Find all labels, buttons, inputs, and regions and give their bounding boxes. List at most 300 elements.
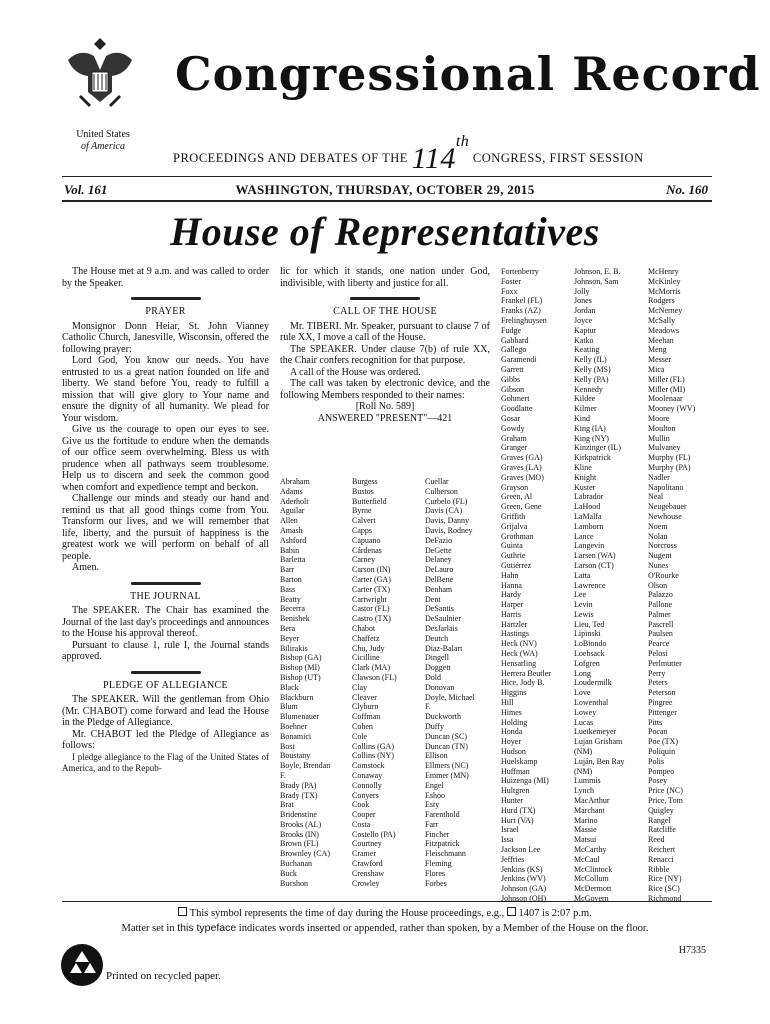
member-name: Richmond xyxy=(648,894,682,903)
member-name: Nunes xyxy=(648,560,669,570)
member-name: Blackburn xyxy=(280,692,314,702)
member-name: Forbes xyxy=(425,878,447,888)
member-name: Fudge xyxy=(501,325,521,335)
member-name: Connolly xyxy=(352,780,382,790)
member-name: Fitzpatrick xyxy=(425,839,460,849)
member-name: Moolenaar xyxy=(648,394,683,404)
member-name: Allen xyxy=(280,516,298,526)
member-name: Clay xyxy=(352,682,368,692)
journal-heading: THE JOURNAL xyxy=(130,590,201,602)
member-name: Mullin xyxy=(648,433,670,443)
member-name: Cartwright xyxy=(352,594,387,604)
member-name: Larson (CT) xyxy=(574,560,614,570)
member-name: Crawford xyxy=(352,859,383,869)
member-name: Engel xyxy=(425,780,444,790)
member-name: Doggett xyxy=(425,663,451,673)
member-name: Marino xyxy=(574,815,598,825)
roll-list-d xyxy=(501,267,551,904)
member-name: Loebsack xyxy=(574,649,605,659)
member-name: Polis xyxy=(648,756,665,766)
time-symbol-icon xyxy=(178,907,187,916)
member-name: Quigley xyxy=(648,805,674,815)
member-name: Lofgren xyxy=(574,658,600,668)
member-name: Lieu, Ted xyxy=(574,619,605,629)
call-paragraph: A call of the House was ordered. xyxy=(290,366,421,378)
member-name: Esty xyxy=(425,800,440,810)
member-name: Peters xyxy=(648,678,668,688)
member-name: Ribble xyxy=(648,864,670,874)
member-name: F. xyxy=(425,702,431,712)
member-name: Huelskamp xyxy=(501,756,538,766)
pledge-paragraph: The SPEAKER. Will the gentleman from Ohio (Mr. CHABOT) come forward and lead the House in the Pledge of Allegiance. xyxy=(62,694,269,728)
member-name: Gowdy xyxy=(501,423,525,433)
member-name: Bishop (MI) xyxy=(280,663,320,673)
member-name: Honda xyxy=(501,727,523,737)
member-name: Murphy (FL) xyxy=(648,453,691,463)
member-name: Kind xyxy=(574,413,590,423)
member-name: Brown (FL) xyxy=(280,839,319,849)
member-name: Rice (NY) xyxy=(648,874,682,884)
prayer-paragraph: Amen. xyxy=(72,562,99,573)
member-name: Davis (CA) xyxy=(425,506,463,516)
member-name: Cooper xyxy=(352,810,376,820)
member-name: Cleaver xyxy=(352,692,377,702)
member-name: Brady (TX) xyxy=(280,790,318,800)
roll-list-b xyxy=(352,477,397,888)
member-name: Rangel xyxy=(648,815,671,825)
member-name: King (NY) xyxy=(574,433,609,443)
member-name: Kline xyxy=(574,462,592,472)
member-name: Duckworth xyxy=(425,712,461,722)
member-name: Joyce xyxy=(574,315,593,325)
member-name: Fleischmann xyxy=(425,849,466,859)
member-name: Babin xyxy=(280,545,300,555)
volume-label: Vol. 161 xyxy=(64,182,108,197)
member-name: Palmer xyxy=(648,609,671,619)
member-name: McHenry xyxy=(648,267,679,276)
member-name: Green, Al xyxy=(501,492,533,502)
member-name: LoBiondo xyxy=(574,639,607,649)
member-name: Goodlatte xyxy=(501,404,533,414)
member-name: Costello (PA) xyxy=(352,829,396,839)
member-name: Kennedy xyxy=(574,384,603,394)
member-name: Blumenauer xyxy=(280,712,320,722)
member-name: Hurd (TX) xyxy=(501,805,536,815)
member-name: Brady (PA) xyxy=(280,780,317,790)
member-name: Fortenberry xyxy=(501,267,539,276)
masthead-title: Congressional Record xyxy=(175,47,761,101)
member-name: Johnson (OH) xyxy=(501,894,547,903)
member-name: Pallone xyxy=(648,600,672,610)
member-name: Bishop (UT) xyxy=(280,672,321,682)
member-name: Gosar xyxy=(501,413,521,423)
member-name: Loudermilk xyxy=(574,678,612,688)
member-name: Butterfield xyxy=(352,496,387,506)
member-name: Kelly (IL) xyxy=(574,355,607,365)
column-2 xyxy=(280,266,490,424)
member-name: Hanna xyxy=(501,580,522,590)
member-name: Bilirakis xyxy=(280,643,308,653)
member-name: Costa xyxy=(352,819,371,829)
member-name: Hudson xyxy=(501,747,526,757)
member-name: Blum xyxy=(280,702,298,712)
member-name: Poe (TX) xyxy=(648,737,678,747)
member-name: Bera xyxy=(280,623,296,633)
member-name: Luetkemeyer xyxy=(574,727,617,737)
member-name: Keating xyxy=(574,345,600,355)
member-name: MacArthur xyxy=(574,796,610,806)
member-name: Amash xyxy=(280,525,303,535)
member-name: Cole xyxy=(352,731,368,741)
member-name: Conyers xyxy=(352,790,379,800)
member-name: Johnson, E. B. xyxy=(574,267,621,276)
member-name: Nadler xyxy=(648,472,670,482)
member-name: Brat xyxy=(280,800,294,810)
member-name: McCarthy xyxy=(574,845,607,855)
member-name: Heck (WA) xyxy=(501,649,538,659)
member-name: Perry xyxy=(648,668,666,678)
member-name: Hice, Jody B. xyxy=(501,678,545,688)
member-name: Price, Tom xyxy=(648,796,683,806)
member-name: Matsui xyxy=(574,835,597,845)
session-intro: The House met at 9 a.m. and was called to order by the Speaker. xyxy=(62,266,269,289)
member-name: Jeffries xyxy=(501,854,525,864)
member-name: DeFazio xyxy=(425,535,453,545)
member-name: Lujan Grisham xyxy=(574,737,623,747)
roll-list-f xyxy=(648,267,695,904)
recycled-paper-note: Printed on recycled paper. xyxy=(106,970,221,982)
member-name: Cramer xyxy=(352,849,376,859)
member-name: Pearce xyxy=(648,639,670,649)
member-name: Renacci xyxy=(648,854,674,864)
member-name: Cuellar xyxy=(425,477,449,486)
roll-list-c xyxy=(425,477,475,888)
member-name: Delaney xyxy=(425,555,452,565)
member-name: Hurt (VA) xyxy=(501,815,534,825)
member-name: Granger xyxy=(501,443,528,453)
prayer-paragraph: Challenge our minds and steady our hand and remind us that all good things come from You. Transform our lives, and we will remember that life, liberty, and the pursuit of happiness is the greatest work we will perform on behalf of all people. xyxy=(62,493,269,562)
member-name: (NM) xyxy=(574,766,593,776)
member-name: Pingree xyxy=(648,698,673,708)
member-name: Lamborn xyxy=(574,521,604,531)
member-name: Pelosi xyxy=(648,649,668,659)
member-name: Comstock xyxy=(352,761,385,771)
member-name: DeSaulnier xyxy=(425,614,461,624)
section-ornament xyxy=(350,297,420,300)
member-name: Hensarling xyxy=(501,658,537,668)
member-name: Hardy xyxy=(501,590,521,600)
member-name: Chu, Judy xyxy=(352,643,385,653)
member-name: Himes xyxy=(501,707,522,717)
pledge-heading: PLEDGE OF ALLEGIANCE xyxy=(103,679,228,691)
roll-number: [Roll No. 589] xyxy=(355,401,415,412)
member-name: Gallego xyxy=(501,345,527,355)
member-name: Paulsen xyxy=(648,629,673,639)
call-paragraph: The call was taken by electronic device, and the following Members responded to their names: xyxy=(280,378,490,401)
member-name: McGovern xyxy=(574,894,609,903)
member-name: Fleming xyxy=(425,859,452,869)
member-name: Eshoo xyxy=(425,790,445,800)
member-name: Latta xyxy=(574,570,591,580)
member-name: Long xyxy=(574,668,591,678)
member-name: Foster xyxy=(501,276,521,286)
member-name: Messer xyxy=(648,355,672,365)
member-name: Langevin xyxy=(574,541,605,551)
member-name: Griffith xyxy=(501,511,526,521)
member-name: Doyle, Michael xyxy=(425,692,475,702)
member-name: Davis, Rodney xyxy=(425,525,473,535)
member-name: Harris xyxy=(501,609,521,619)
member-name: Capps xyxy=(352,525,372,535)
member-name: Bishop (GA) xyxy=(280,653,322,663)
member-name: McCollum xyxy=(574,874,609,884)
member-name: Grijalva xyxy=(501,521,528,531)
prayer-heading: PRAYER xyxy=(145,306,186,317)
member-name: Knight xyxy=(574,472,597,482)
journal-paragraph: The SPEAKER. The Chair has examined the Journal of the last day's proceedings and announces to the House his approval thereof. xyxy=(62,605,269,639)
chamber-title: House of Representatives xyxy=(170,209,600,254)
member-name: Miller (FL) xyxy=(648,374,685,384)
member-name: Pascrell xyxy=(648,619,674,629)
member-name: DeLauro xyxy=(425,565,454,575)
member-name: Frankel (FL) xyxy=(501,296,543,306)
member-name: Kelly (MS) xyxy=(574,364,611,374)
member-name: Mooney (WV) xyxy=(648,404,696,414)
member-name: Abraham xyxy=(280,477,310,486)
member-name: Hahn xyxy=(501,570,519,580)
member-name: Gutiérrez xyxy=(501,560,532,570)
member-name: Adams xyxy=(280,486,303,496)
member-name: Love xyxy=(574,688,591,698)
member-name: Bass xyxy=(280,584,296,594)
member-name: Emmer (MN) xyxy=(425,770,469,780)
member-name: Lucas xyxy=(574,717,594,727)
member-name: Garrett xyxy=(501,364,524,374)
member-name: Newhouse xyxy=(648,511,682,521)
member-name: Boustany xyxy=(280,751,311,761)
member-name: Cohen xyxy=(352,721,373,731)
member-name: Burgess xyxy=(352,477,378,486)
member-name: Gabbard xyxy=(501,335,529,345)
member-name: Denham xyxy=(425,584,453,594)
member-name: Frelinghuysen xyxy=(501,315,547,325)
member-name: Palazzo xyxy=(648,590,673,600)
member-name: Duffy xyxy=(425,721,444,731)
member-name: Carter (GA) xyxy=(352,574,391,584)
member-name: Luján, Ben Ray xyxy=(574,756,625,766)
member-name: Meehan xyxy=(648,335,674,345)
call-paragraph: The SPEAKER. Under clause 7(b) of rule XX, the Chair confers recognition for that purpose. xyxy=(280,343,490,366)
member-name: Issa xyxy=(501,835,514,845)
member-name: Hastings xyxy=(501,629,529,639)
member-name: (NM) xyxy=(574,747,593,757)
roll-list-a xyxy=(280,477,330,888)
member-name: McCaul xyxy=(574,854,600,864)
member-name: Donovan xyxy=(425,682,455,692)
member-name: Pompeo xyxy=(648,766,675,776)
member-name: Crenshaw xyxy=(352,868,384,878)
member-name: Mica xyxy=(648,364,665,374)
member-name: Carney xyxy=(352,555,376,565)
member-name: DeGette xyxy=(425,545,452,555)
member-name: Hill xyxy=(501,698,514,708)
member-name: Ratcliffe xyxy=(648,825,676,835)
member-name: Larsen (WA) xyxy=(574,551,616,561)
member-name: Cook xyxy=(352,800,370,810)
member-name: McKinley xyxy=(648,276,681,286)
member-name: Jenkins (KS) xyxy=(501,864,543,874)
member-name: Castro (TX) xyxy=(352,614,391,624)
member-name: Bost xyxy=(280,741,295,751)
member-name: Moore xyxy=(648,413,670,423)
member-name: Neugebauer xyxy=(648,502,687,512)
member-name: Clark (MA) xyxy=(352,663,390,673)
member-name: Kildee xyxy=(574,394,596,404)
member-name: Price (NC) xyxy=(648,786,683,796)
member-name: Reed xyxy=(648,835,665,845)
member-name: Dingell xyxy=(425,653,449,663)
proceedings-line: PROCEEDINGS AND DEBATES OF THE 114th CONGRESS, FIRST SESSION xyxy=(173,133,644,175)
member-name: Rice (SC) xyxy=(648,884,680,894)
member-name: Holding xyxy=(501,717,528,727)
member-name: Kinzinger (IL) xyxy=(574,443,621,453)
member-name: Bucshon xyxy=(280,878,308,888)
member-name: Massie xyxy=(574,825,597,835)
member-name: Labrador xyxy=(574,492,604,502)
member-name: Buchanan xyxy=(280,859,312,869)
member-name: Dent xyxy=(425,594,441,604)
member-name: Graves (LA) xyxy=(501,462,542,472)
member-name: DelBene xyxy=(425,574,453,584)
member-name: Gohmert xyxy=(501,394,530,404)
member-name: LaMalfa xyxy=(574,511,602,521)
member-name: Boyle, Brendan xyxy=(280,761,331,771)
country-label: United States of America xyxy=(76,129,130,152)
member-name: Barton xyxy=(280,574,302,584)
member-name: Napolitano xyxy=(648,482,684,492)
member-name: Culberson xyxy=(425,486,458,496)
member-name: Beyer xyxy=(280,633,300,643)
call-paragraph: Mr. TIBERI. Mr. Speaker, pursuant to clause 7 of rule XX, I move a call of the House. xyxy=(280,320,490,343)
member-name: Byrne xyxy=(352,506,372,516)
member-name: Garamendi xyxy=(501,355,537,365)
member-name: Lowey xyxy=(574,707,597,717)
member-name: Noem xyxy=(648,521,668,531)
masthead-rule-top xyxy=(62,176,712,177)
member-name: Ellmers (NC) xyxy=(425,761,469,771)
member-name: Courtney xyxy=(352,839,382,849)
member-name: Carson (IN) xyxy=(352,565,391,575)
member-name: Lewis xyxy=(574,609,594,619)
member-name: Miller (MI) xyxy=(648,384,686,394)
pledge-paragraph: Mr. CHABOT led the Pledge of Allegiance as follows: xyxy=(62,728,269,751)
member-name: Green, Gene xyxy=(501,502,542,512)
member-name: Mulvaney xyxy=(648,443,681,453)
issue-number: No. 160 xyxy=(666,182,708,197)
member-name: Posey xyxy=(648,776,668,786)
pledge-continuation: lic for which it stands, one nation under God, indivisible, with liberty and justice for all. xyxy=(280,266,490,289)
member-name: Barr xyxy=(280,565,295,575)
call-heading: CALL OF THE HOUSE xyxy=(333,306,437,317)
prayer-paragraph: Give us the courage to open our eyes to see. Give us the fortitude to endure when the demands of our office seem overwhelming. Bless us with prudence when all pathways seem troublesome. Help us to discern and seek the common good when comfort and expedience tempt and beckon. xyxy=(62,424,269,493)
member-name: Brooks (IN) xyxy=(280,829,319,839)
member-name: McSally xyxy=(648,315,676,325)
member-name: Hartzler xyxy=(501,619,528,629)
member-name: Lawrence xyxy=(574,580,606,590)
member-name: Perlmutter xyxy=(648,658,682,668)
member-name: Graham xyxy=(501,433,527,443)
member-name: Flores xyxy=(425,868,445,878)
member-name: Poliquin xyxy=(648,747,676,757)
section-ornament xyxy=(131,297,201,300)
section-ornament xyxy=(131,671,201,674)
prayer-paragraph: Monsignor Donn Heiar, St. John Vianney Catholic Church, Janesville, Wisconsin, offered the following prayer: xyxy=(62,320,269,355)
member-name: Collins (NY) xyxy=(352,751,394,761)
member-name: Pitts xyxy=(648,717,663,727)
member-name: Guinta xyxy=(501,541,523,551)
member-name: Hunter xyxy=(501,796,524,806)
section-ornament xyxy=(131,582,201,585)
page-code: H7335 xyxy=(678,945,706,956)
member-name: Lance xyxy=(574,531,594,541)
column-1 xyxy=(62,266,269,775)
member-name: Hoyer xyxy=(501,737,521,747)
member-name: Farr xyxy=(425,819,439,829)
member-name: Huizenga (MI) xyxy=(501,776,549,786)
member-name: Diaz-Balart xyxy=(425,643,463,653)
member-name: Lipinski xyxy=(574,629,601,639)
member-name: Marchant xyxy=(574,805,605,815)
member-name: Foxx xyxy=(501,286,518,296)
member-name: Kelly (PA) xyxy=(574,374,609,384)
member-name: Graves (MO) xyxy=(501,472,544,482)
member-name: Kuster xyxy=(574,482,596,492)
member-name: Davis, Danny xyxy=(425,516,469,526)
member-name: Graves (GA) xyxy=(501,453,543,463)
member-name: Nolan xyxy=(648,531,668,541)
prayer-paragraph: Lord God, You know our needs. You have entrusted to us a great nation founded on life and liberty. We stand before You, ready to fulfill a mission that will give glory to Your name and ensure the dignity of all humanity. We plead for Your wisdom. xyxy=(62,355,269,424)
member-name: Benishek xyxy=(280,614,310,624)
member-name: Jackson Lee xyxy=(501,845,541,855)
recycle-icon xyxy=(60,943,104,987)
member-name: Hultgren xyxy=(501,786,530,796)
member-name: Lynch xyxy=(574,786,594,796)
member-name: Fincher xyxy=(425,829,450,839)
member-name: Gibbs xyxy=(501,374,521,384)
member-name: Cárdenas xyxy=(352,545,382,555)
member-name: Pocan xyxy=(648,727,668,737)
member-name: Franks (AZ) xyxy=(501,306,541,316)
member-name: Chabot xyxy=(352,623,376,633)
member-name: Brooks (AL) xyxy=(280,819,322,829)
member-name: Peterson xyxy=(648,688,676,698)
member-name: Kilmer xyxy=(574,404,597,414)
member-name: DesJarlais xyxy=(425,623,458,633)
member-name: Cicilline xyxy=(352,653,380,663)
member-name: Murphy (PA) xyxy=(648,462,691,472)
member-name: McNerney xyxy=(648,306,683,316)
member-name: Johnson, Sam xyxy=(574,276,619,286)
member-name: Olson xyxy=(648,580,668,590)
member-name: Black xyxy=(280,682,299,692)
member-name: Capuano xyxy=(352,535,381,545)
member-name: Grothman xyxy=(501,531,534,541)
masthead-rule-bottom xyxy=(62,200,712,202)
member-name: Aderholt xyxy=(280,496,309,506)
great-seal-eagle-icon xyxy=(60,30,140,120)
member-name: Rodgers xyxy=(648,296,675,306)
member-name: Castor (FL) xyxy=(352,604,390,614)
